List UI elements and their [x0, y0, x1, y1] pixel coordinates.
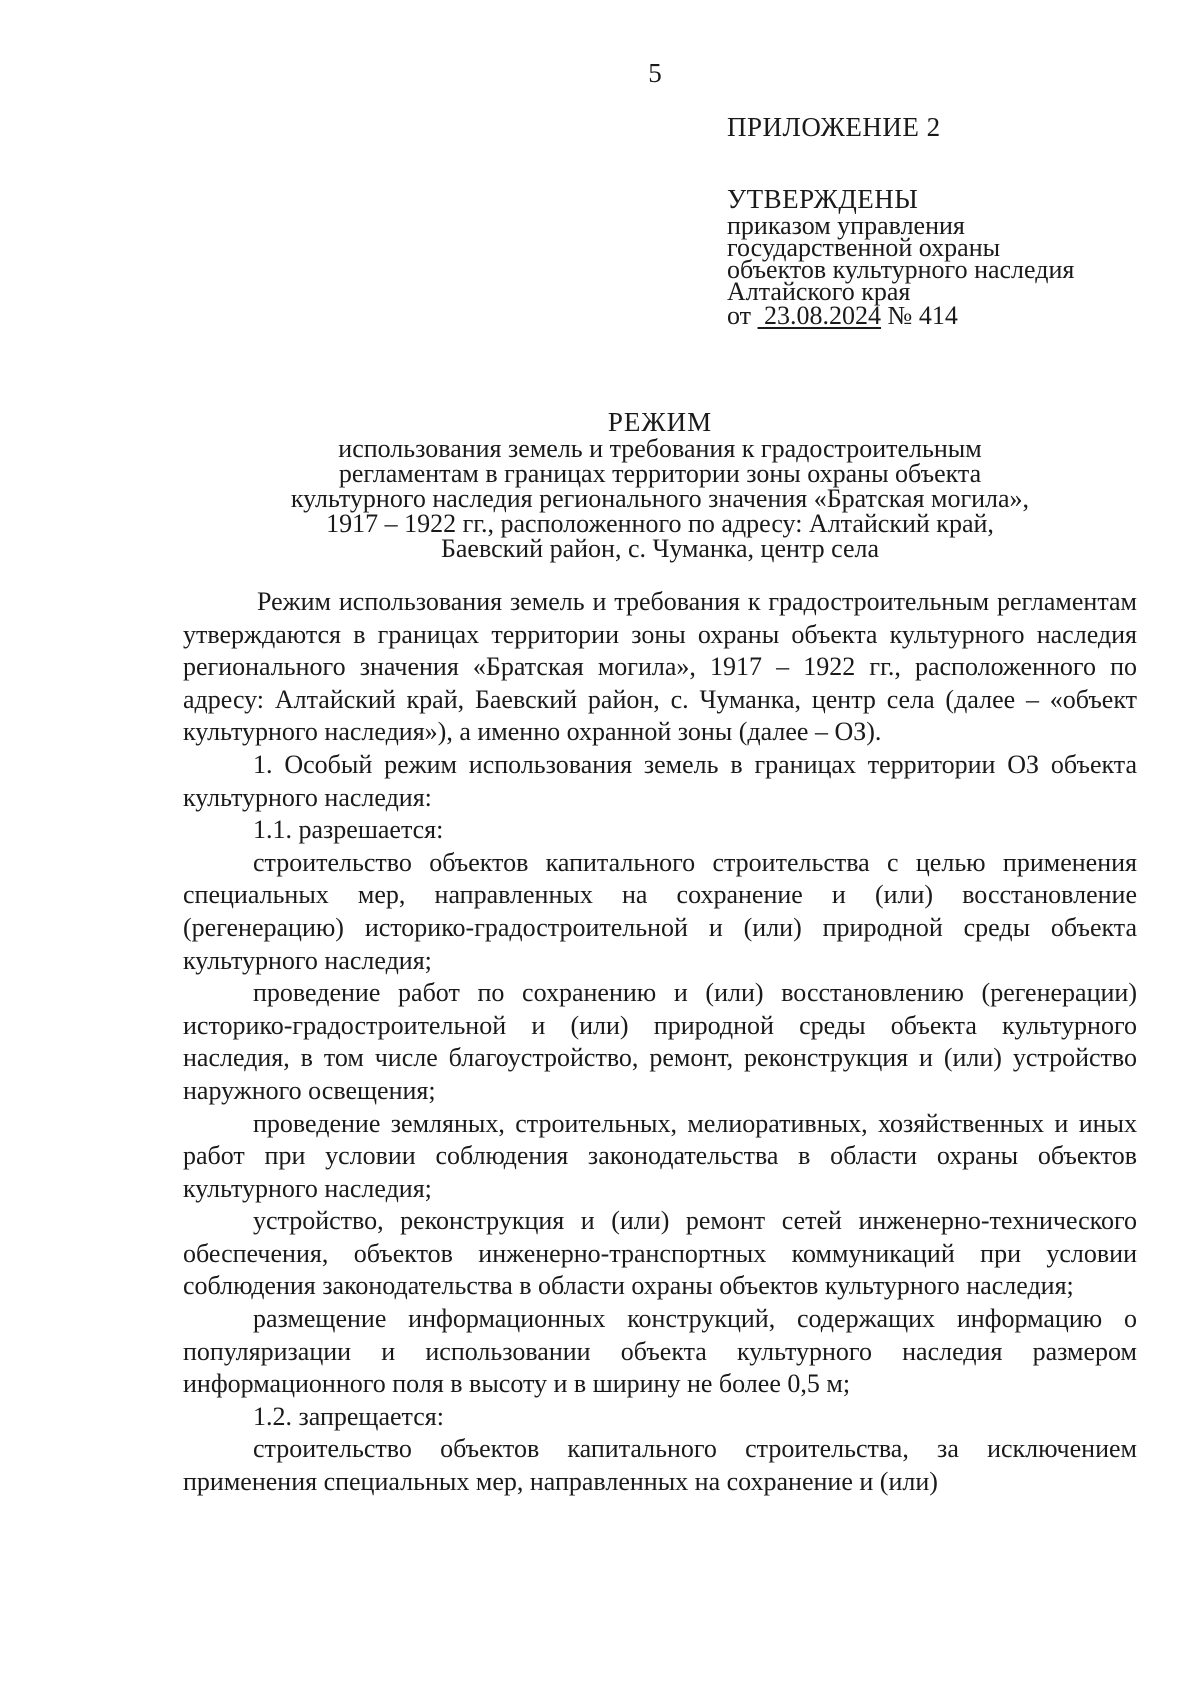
- document-body: [183, 586, 1137, 1499]
- allowed-item-paragraph: проведение земляных, строительных, мелиоративных, хозяйственных и иных работ при условии соблюдения законодательства в области охраны объектов культурного наследия;: [183, 1108, 1137, 1203]
- heading-line: культурного наследия регионального значения «Братская могила»,: [290, 484, 1030, 513]
- approval-line: Алтайского края: [727, 277, 911, 306]
- heading-line: Баевский район, с. Чуманка, центр села: [440, 534, 880, 563]
- page-number: 5: [648, 58, 662, 88]
- order-number: № 414: [887, 301, 958, 330]
- approval-date-line: [727, 303, 1074, 329]
- approval-line: приказом управления: [727, 211, 965, 240]
- approval-date: 23.08.2024: [764, 301, 882, 330]
- approval-line: государственной охраны: [727, 233, 1001, 262]
- approval-line: объектов культурного наследия: [727, 255, 1075, 284]
- intro-paragraph: Режим использования земель и требования к градостроительным регламентам утверждаются в границах территории зоны охраны объекта культурного наследия регионального значения «Братская могила», 1917 – 1922 гг., расположенного по адресу: Алтайский край, Баевский район, с. Чуманка, центр села (далее – «объект культурного наследия»), а именно охранной зоны (далее – ОЗ).: [183, 587, 1137, 747]
- approval-block: [727, 114, 1074, 329]
- subsection-1-2-heading: 1.2. запрещается:: [253, 1401, 444, 1431]
- document-title: РЕЖИМ: [607, 407, 713, 437]
- allowed-item-paragraph: размещение информационных конструкций, содержащих информацию о популяризации и использовании объекта культурного наследия размером информационного поля в высоту и в ширину не более 0,5 м;: [183, 1304, 1137, 1399]
- heading-line: использования земель и требования к градостроительным: [338, 434, 982, 463]
- subsection-1-1-heading: 1.1. разрешается:: [253, 815, 444, 845]
- allowed-item-paragraph: строительство объектов капитального строительства с целью применения специальных мер, направленных на сохранение и (или) восстановление (регенерацию) историко-градостроительной и (или) природной среды объекта культурного наследия;: [183, 847, 1137, 975]
- heading-line: 1917 – 1922 гг., расположенного по адресу: Алтайский край,: [326, 509, 994, 538]
- forbidden-item-paragraph: строительство объектов капитального строительства, за исключением применения специальных мер, направленных на сохранение и (или): [183, 1434, 1137, 1497]
- date-prefix: от: [727, 301, 752, 330]
- section-1-paragraph: 1. Особый режим использования земель в границах территории ОЗ объекта культурного наследия:: [183, 749, 1137, 812]
- appendix-title: ПРИЛОЖЕНИЕ 2: [727, 112, 941, 142]
- allowed-item-paragraph: проведение работ по сохранению и (или) восстановлению (регенерации) историко-градостроительной и (или) природной среды объекта культурного наследия, в том числе благоустройство, ремонт, реконструкция и (или) устройство наружного освещения;: [183, 978, 1137, 1105]
- approved-title: УТВЕРЖДЕНЫ: [727, 184, 919, 214]
- allowed-item-paragraph: устройство, реконструкция и (или) ремонт сетей инженерно-технического обеспечения, объектов инженерно-транспортных коммуникаций при условии соблюдения законодательства в области охраны объектов культурного наследия;: [183, 1206, 1137, 1301]
- document-heading: [180, 408, 1140, 561]
- heading-line: регламентам в границах территории зоны охраны объекта: [338, 459, 982, 488]
